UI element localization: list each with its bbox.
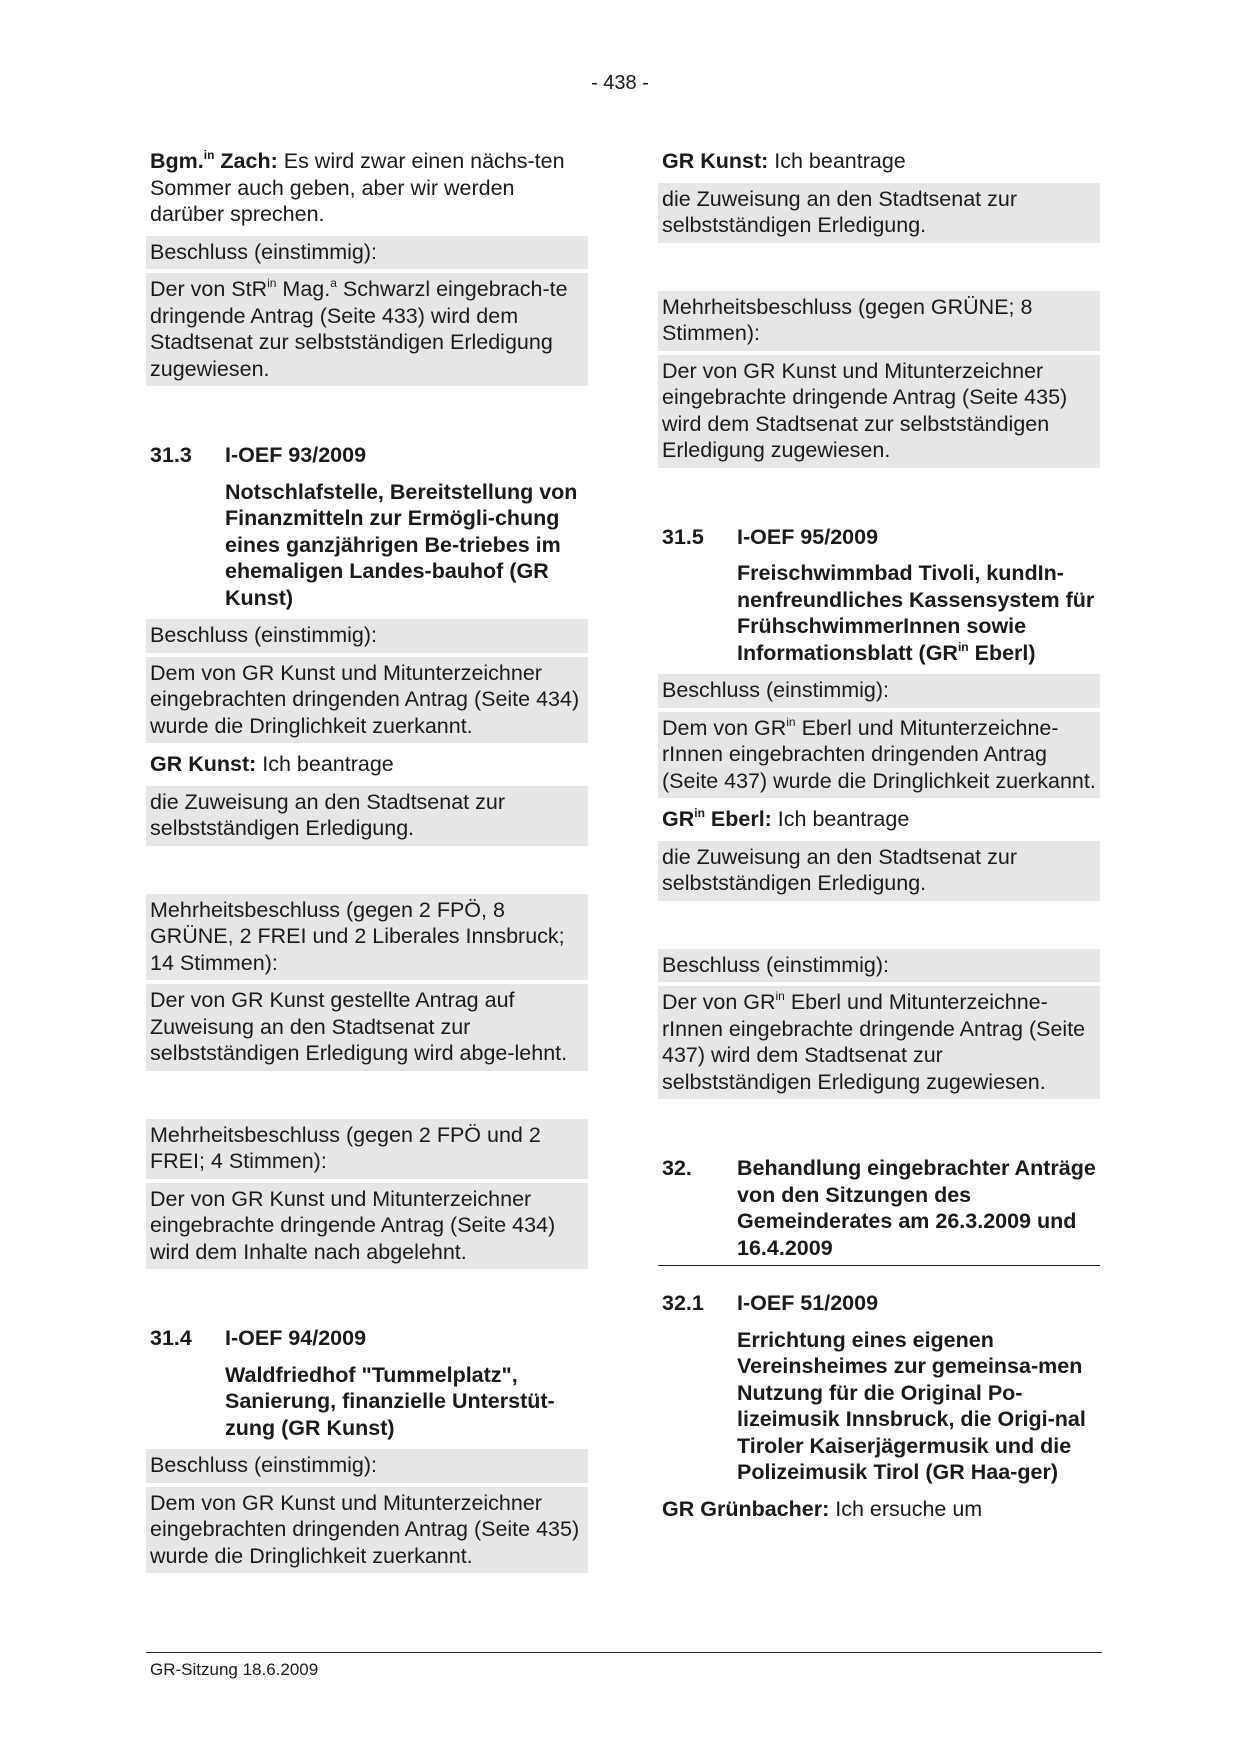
resolution-box-title: Beschluss (einstimmig): [146, 1449, 588, 1483]
resolution-box-title: Beschluss (einstimmig): [146, 236, 588, 270]
majority-resolution-text: Der von GR Kunst und Mitunterzeichner eingebrachte dringende Antrag (Seite 435) wird dem Stadtsenat zur selbstständigen Erledigung zugewiesen. [658, 355, 1100, 468]
resolution-box-text: Der von StR$^{in}$ Mag.$^a$ Schwarzl eingebrach-te dringende Antrag (Seite 433) wird dem Stadtsenat zur selbstständigen Erledigung zugewiesen. [146, 273, 588, 386]
section-31-3-subject: Notschlafstelle, Bereitstellung von Finanzmitteln zur Ermögli-chung eines ganzjährigen Be-triebes im ehemaligen Landes-bauhof (GR Kunst) [225, 479, 578, 610]
motion-box: die Zuweisung an den Stadtsenat zur selbstständigen Erledigung. [658, 841, 1100, 901]
section-32-heading: 32. Behandlung eingebrachter Anträge von den Sitzungen des Gemeinderates am 26.3.2009 und 16.4.2009 [658, 1155, 1100, 1266]
footer-session-label: GR-Sitzung 18.6.2009 [150, 1660, 319, 1679]
resolution-box-text: Dem von GR Kunst und Mitunterzeichner eingebrachten dringenden Antrag (Seite 435) wurde die Dringlichkeit zuerkannt. [146, 1487, 588, 1574]
statement-zach: Bgm.$^{in}$ Zach: Es wird zwar einen nächs-ten Sommer auch geben, aber wir werden darüber sprechen. [150, 148, 565, 226]
statement-gruenbacher: GR Grünbacher: Ich ersuche um [662, 1496, 983, 1521]
section-31-4-subject: Waldfriedhof "Tummelplatz", Sanierung, finanzielle Unterstüt-zung (GR Kunst) [225, 1362, 555, 1440]
speaker-label: Bgm.$^{in}$ Zach: [150, 148, 278, 173]
majority-resolution-title: Mehrheitsbeschluss (gegen 2 FPÖ und 2 FREI; 4 Stimmen): [146, 1119, 588, 1179]
statement-kunst: GR Kunst: Ich beantrage [662, 149, 906, 173]
right-column [658, 148, 1100, 1522]
majority-resolution-title: Mehrheitsbeschluss (gegen 2 FPÖ, 8 GRÜNE, 2 FREI und 2 Liberales Innsbruck; 14 Stimmen): [146, 894, 588, 981]
majority-resolution-text: Der von GR Kunst und Mitunterzeichner eingebrachte dringende Antrag (Seite 434) wird dem Inhalte nach abgelehnt. [146, 1183, 588, 1270]
resolution-box-text: Der von $GR^{in}$ Eberl und Mitunterzeichne-rInnen eingebrachte dringende Antrag (Seite 437) wird dem Stadtsenat zur selbstständigen Erledigung zugewiesen. [658, 986, 1100, 1099]
motion-box: die Zuweisung an den Stadtsenat zur selbstständigen Erledigung. [146, 786, 588, 846]
resolution-box-text: Dem von GR Kunst und Mitunterzeichner eingebrachten dringenden Antrag (Seite 434) wurde die Dringlichkeit zuerkannt. [146, 657, 588, 744]
resolution-box-title: Beschluss (einstimmig): [658, 674, 1100, 708]
resolution-box-title: Beschluss (einstimmig): [146, 619, 588, 653]
footer-divider [146, 1652, 1102, 1653]
resolution-box-title: Beschluss (einstimmig): [658, 949, 1100, 983]
section-31-5-heading: 31.5 I-OEF 95/2009 [662, 524, 879, 549]
left-column [146, 148, 588, 1573]
page-number: - 438 - [591, 72, 649, 94]
statement-kunst: GR Kunst: Ich beantrage [150, 752, 394, 776]
section-32-1-subject: Errichtung eines eigenen Vereinsheimes zur gemeinsa-men Nutzung für die Original Po-lizeimusik Innsbruck, die Origi-nal Tiroler Kaiserjägermusik und die Polizeimusik Tirol (GR Haa-ger) [737, 1327, 1086, 1484]
section-31-3-heading: 31.3 I-OEF 93/2009 [150, 443, 367, 467]
section-32-1-heading: 32.1 I-OEF 51/2009 [662, 1291, 879, 1315]
majority-resolution-title: Mehrheitsbeschluss (gegen GRÜNE; 8 Stimmen): [658, 291, 1100, 351]
statement-eberl: $GR^{in}$ Eberl: Ich beantrage [662, 806, 910, 831]
majority-resolution-text: Der von GR Kunst gestellte Antrag auf Zuweisung an den Stadtsenat zur selbstständigen Erledigung wird abge-lehnt. [146, 984, 588, 1071]
section-31-5-subject: Freischwimmbad Tivoli, kundIn-nenfreundliches Kassensystem für FrühschwimmerInnen sowie Informationsblatt ($GR^{in}$ Eberl) [737, 561, 1095, 665]
motion-box: die Zuweisung an den Stadtsenat zur selbstständigen Erledigung. [658, 183, 1100, 243]
resolution-box-text: Dem von $GR^{in}$ Eberl und Mitunterzeichne-rInnen eingebrachten dringenden Antrag (Seite 437) wurde die Dringlichkeit zuerkannt. [658, 712, 1100, 799]
section-31-4-heading: 31.4 I-OEF 94/2009 [150, 1326, 367, 1350]
